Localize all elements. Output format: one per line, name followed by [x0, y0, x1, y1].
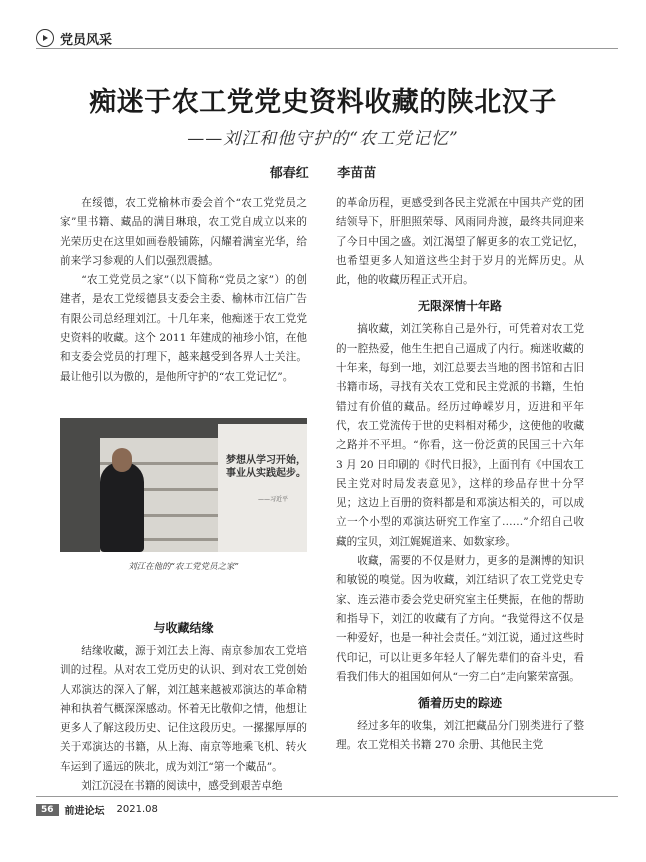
section-heading: 循着历史的踪迹	[417, 696, 502, 711]
paragraph: 搞收藏，刘江笑称自己是外行，可凭着对农工党的一腔热爱，他生生把自己逼成了内行。痴迷收藏的十年来，每到一地，刘江总要去当地的图书馆和古旧书籍市场，寻找有关农工党和民主党派的书籍，生怕错过有价值的藏品。经历过峥嵘岁月，迈进和平年代，农工党流传于世的史料相对稀少，这使他的收藏之路并不平坦。“你看，这一份泛黄的民国三十六年 3 月 20 日印刷的《时代日报》，上面刊有《中国农工民主党对时局发表意见》，这样的珍品存世十分罕见；这边上百册的资料都是和邓演达相关的，可以成立一个小型的邓演达研究工作室了……”介绍自己收藏的宝贝，刘江娓娓道来、如数家珍。	[336, 323, 584, 548]
section-heading: 与收藏结缘	[153, 621, 214, 635]
article-title: 痴迷于农工党党史资料收藏的陕北汉子	[89, 87, 557, 118]
play-circle-icon	[36, 29, 54, 47]
article-authors	[0, 162, 646, 181]
person-figure	[100, 462, 144, 552]
magazine-name: 前进论坛	[64, 806, 105, 817]
issue-date: 2021.08	[116, 804, 158, 815]
paragraph: 收藏，需要的不仅是财力，更多的是渊博的知识和敏锐的嗅觉。因为收藏，刘江结识了农工党党史专家、连云港市委会党史研究室主任樊振，在他的帮助和指导下，刘江的收藏有了方向。“我觉得这不仅是一种爱好，也是一种社会责任。”刘江说，通过这些时代印记，可以让更多年轻人了解先辈们的奋斗史，看看我们伟大的祖国如何从“一穷二白”走向繁荣富强。	[336, 555, 584, 683]
paragraph: 刘江沉浸在书籍的阅读中，感受到艰苦卓绝	[81, 780, 283, 793]
paragraph: 结缘收藏，源于刘江去上海、南京参加农工党培训的过程。从对农工党历史的认识、到对农工党创始人邓演达的深入了解，刘江越来越被邓演达的革命精神和执着气概深深感动。怀着无比敬仰之情，他想让更多人了解这段历史、记住这段历史。一摞摞厚厚的关于邓演达的书籍，从上海、南京等地乘飞机、转火车运到了遥远的陕北，成为刘江“第一个藏品”。	[60, 645, 307, 773]
right-column	[336, 194, 584, 756]
running-footer	[36, 802, 158, 817]
article-subtitle: ——刘江和他守护的“农工党记忆”	[187, 129, 459, 149]
slogan-banner	[218, 424, 307, 552]
person-head	[112, 448, 132, 472]
article-photo	[60, 418, 307, 552]
section-heading: 无限深情十年路	[417, 299, 502, 314]
banner-line: 梦想从学习开始，	[226, 455, 306, 466]
left-column-top	[60, 194, 307, 387]
author-name: 郁春红	[269, 166, 309, 181]
banner-line: 事业从实践起步。	[226, 468, 306, 479]
page-number: 56	[36, 804, 59, 816]
paragraph: “农工党党员之家”（以下简称“党员之家”）的创建者，是农工党绥德县支委会主委、榆林市江信广告有限公司总经理刘江。十几年来，他痴迷于农工党党史资料的收藏。这个 2011 年建成的袖珍小馆，在他和支委会党员的打理下，越来越受到各界人士关注。最让他引以为傲的，是他所守护的“农工党记忆”。	[60, 274, 307, 383]
photo-caption: 刘江在他的“农工党党员之家”	[128, 562, 239, 572]
left-column-bottom	[60, 612, 307, 796]
paragraph: 经过多年的收集，刘江把藏品分门别类进行了整理。农工党相关书籍 270 余册、其他民主党	[336, 720, 584, 752]
section-label: 党员风采	[60, 32, 113, 48]
banner-signature: ——习近平	[258, 496, 289, 503]
running-header	[36, 26, 112, 50]
footer-divider	[36, 796, 618, 797]
header-divider	[36, 48, 618, 49]
author-name: 李苗苗	[337, 166, 377, 181]
banner-text	[226, 454, 306, 480]
paragraph: 在绥德，农工党榆林市委会首个“农工党党员之家”里书籍、藏品的满目琳琅，农工党自成立以来的光荣历史在这里如画卷般铺陈，闪耀着满室光华，给前来学习参观的人们以强烈震撼。	[60, 197, 307, 267]
paragraph: 的革命历程，更感受到各民主党派在中国共产党的团结领导下，肝胆照荣辱、风雨同舟渡，最终共同迎来了今日中国之盛。刘江渴望了解更多的农工党记忆，也希望更多人知道这些尘封于岁月的光辉历史。从此，他的收藏历程正式开启。	[336, 197, 584, 287]
